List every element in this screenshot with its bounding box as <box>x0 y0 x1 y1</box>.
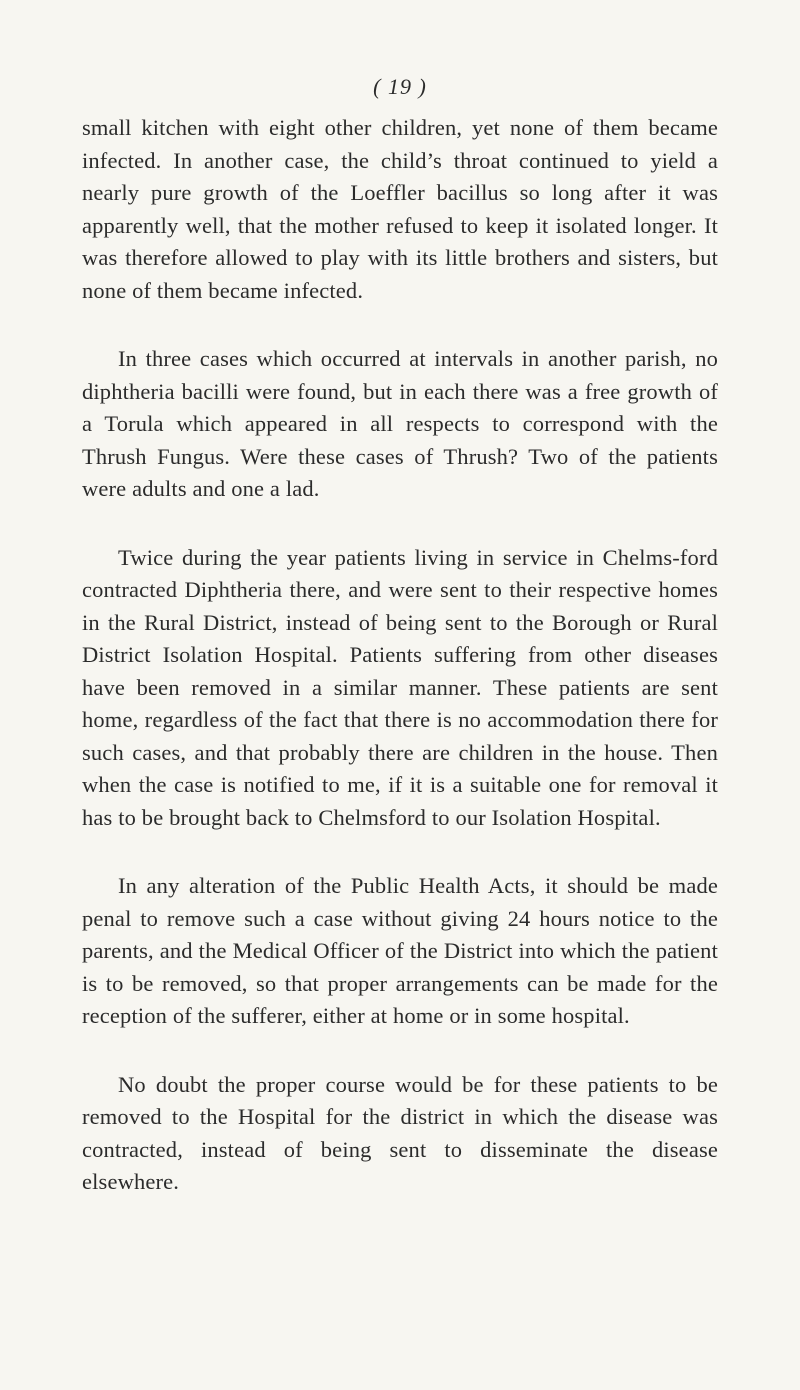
page-number: ( 19 ) <box>373 74 427 99</box>
paragraph-1: small kitchen with eight other children, yet none of them became infected. In another case, the child’s throat continued to yield a nearly pure growth of the Loeffler bacillus so long after it was apparently well, that the mother refused to keep it isolated longer. It was therefore allowed to play with its little brothers and sisters, but none of them became infected. <box>82 115 718 303</box>
body-text <box>82 112 718 1235</box>
paragraph-4: In any alteration of the Public Health Acts, it should be made penal to remove such a case without giving 24 hours notice to the parents, and the Medical Officer of the District into which the patient is to be removed, so that proper arrangements can be made for the reception of the sufferer, either at home or in some hospital. <box>82 873 718 1028</box>
paragraph-2: In three cases which occurred at intervals in another parish, no diphtheria bacilli were found, but in each there was a free growth of a Torula which appeared in all respects to correspond with the Thrush Fungus. Were these cases of Thrush? Two of the patients were adults and one a lad. <box>82 346 718 501</box>
paragraph-5: No doubt the proper course would be for these patients to be removed to the Hospital for the district in which the disease was contracted, instead of being sent to disseminate the disease elsewhere. <box>82 1071 718 1194</box>
paragraph-3: Twice during the year patients living in service in Chelms-ford contracted Diphtheria there, and were sent to their respective homes in the Rural District, instead of being sent to the Borough or Rural District Isolation Hospital. Patients suffering from other diseases have been removed in a similar manner. These patients are sent home, regardless of the fact that there is no accommodation there for such cases, and that probably there are children in the house. Then when the case is notified to me, if it is a suitable one for removal it has to be brought back to Chelmsford to our Isolation Hospital. <box>82 544 718 830</box>
